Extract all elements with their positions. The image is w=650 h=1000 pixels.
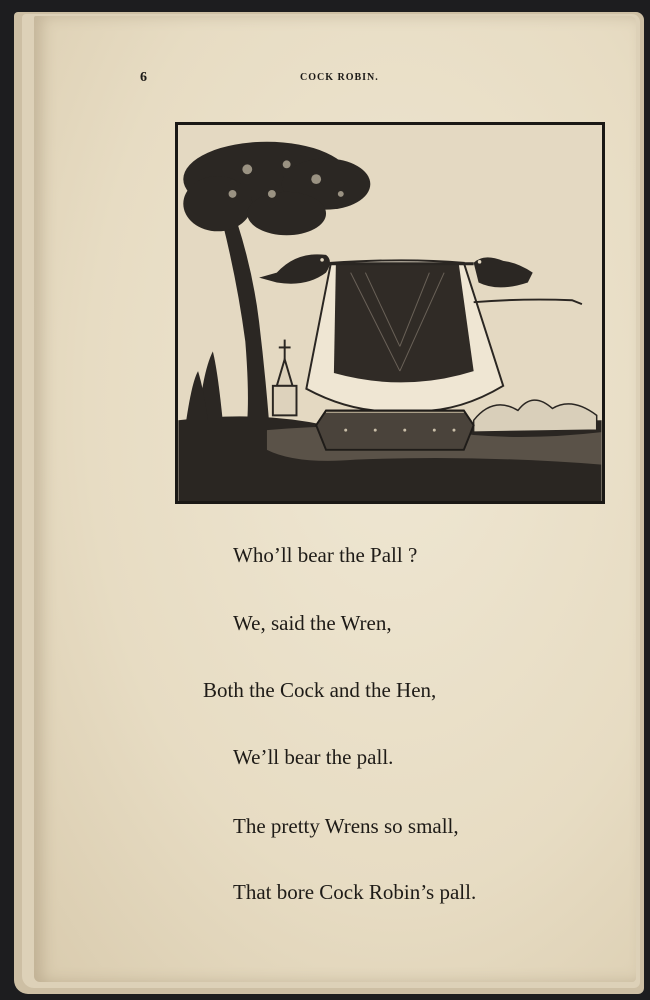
woodcut-image xyxy=(178,125,602,501)
page-number: 6 xyxy=(140,70,147,85)
running-head: COCK ROBIN. xyxy=(300,72,379,83)
verse-line: We, said the Wren, xyxy=(233,611,392,635)
woodcut-illustration xyxy=(175,122,605,504)
verse-line: The pretty Wrens so small, xyxy=(233,814,459,838)
verse-line: We’ll bear the pall. xyxy=(233,745,394,769)
verse-line: Both the Cock and the Hen, xyxy=(203,678,437,702)
verse-line: That bore Cock Robin’s pall. xyxy=(233,880,477,904)
verse-line: Who’ll bear the Pall ? xyxy=(233,543,418,567)
